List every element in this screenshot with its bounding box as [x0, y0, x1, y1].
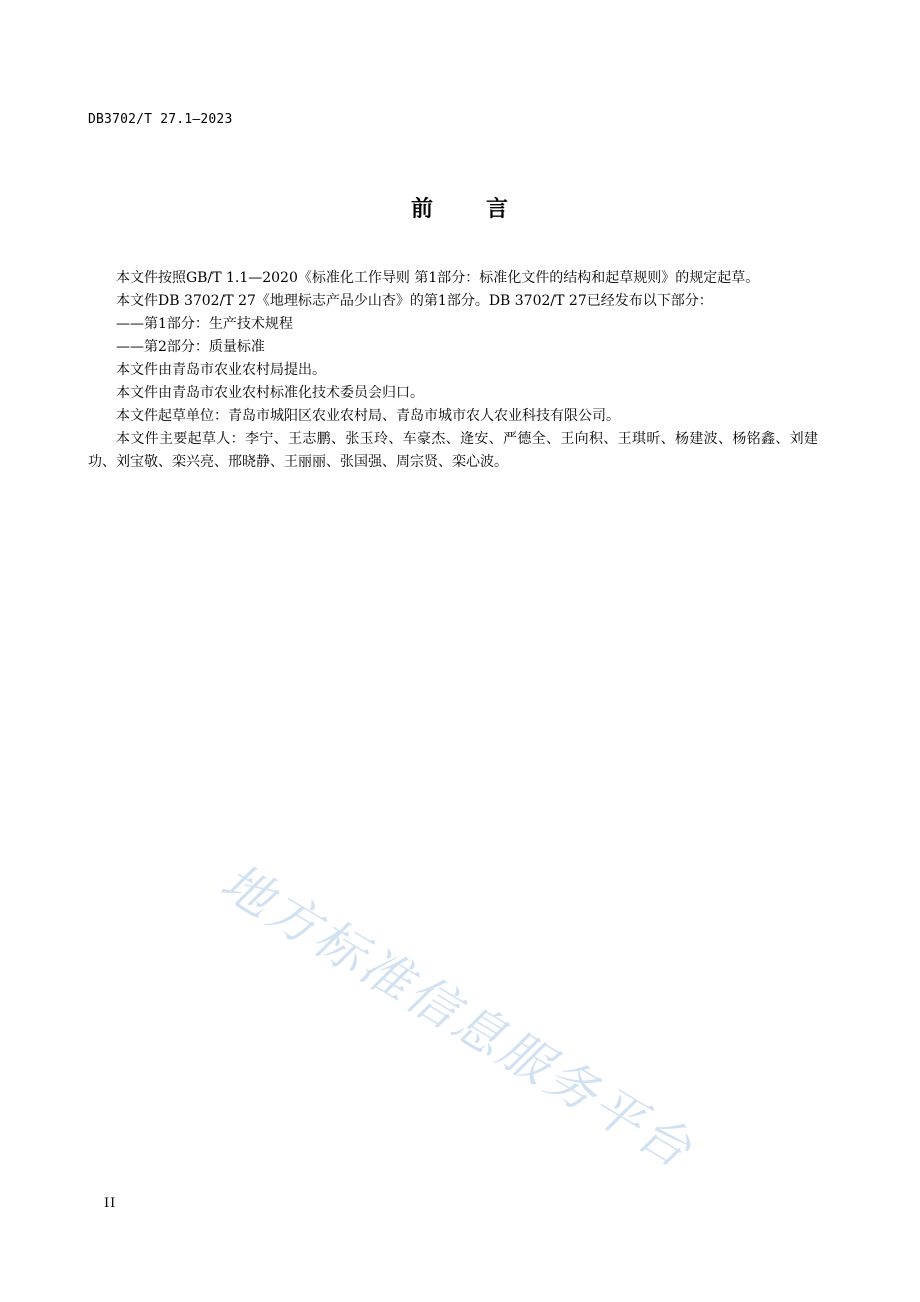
page-title-part-1: 前 [410, 197, 434, 222]
list-item-part-2: ——第2部分：质量标准 [116, 339, 265, 355]
paragraph-drafters: 本文件主要起草人：李宁、王志鹏、张玉玲、车豪杰、逄安、严德全、王向积、王琪昕、杨建波、杨铭鑫、刘建功、刘宝敬、栾兴亮、邢晓静、王丽丽、张国强、周宗贤、栾心波。 [88, 431, 818, 470]
page-number: II [104, 1196, 117, 1211]
preface-body [88, 267, 818, 474]
watermark: 地方标准信息服务平台 [211, 852, 704, 1181]
paragraph-drafting-rules: 本文件按照GB/T 1.1—2020《标准化工作导则 第1部分：标准化文件的结构和起草规则》的规定起草。 [116, 270, 760, 286]
page-title [0, 192, 920, 223]
paragraph-drafting-units: 本文件起草单位：青岛市城阳区农业农村局、青岛市城市农人农业科技有限公司。 [116, 408, 620, 424]
paragraph-document-part: 本文件DB 3702/T 27《地理标志产品少山杏》的第1部分。DB 3702/T 27已经发布以下部分： [116, 293, 713, 309]
page-title-part-2: 言 [486, 197, 510, 222]
paragraph-proposer: 本文件由青岛市农业农村局提出。 [116, 362, 326, 378]
document-code: DB3702/T 27.1—2023 [88, 112, 233, 127]
paragraph-committee: 本文件由青岛市农业农村标准化技术委员会归口。 [116, 385, 424, 401]
list-item-part-1: ——第1部分：生产技术规程 [116, 316, 293, 332]
